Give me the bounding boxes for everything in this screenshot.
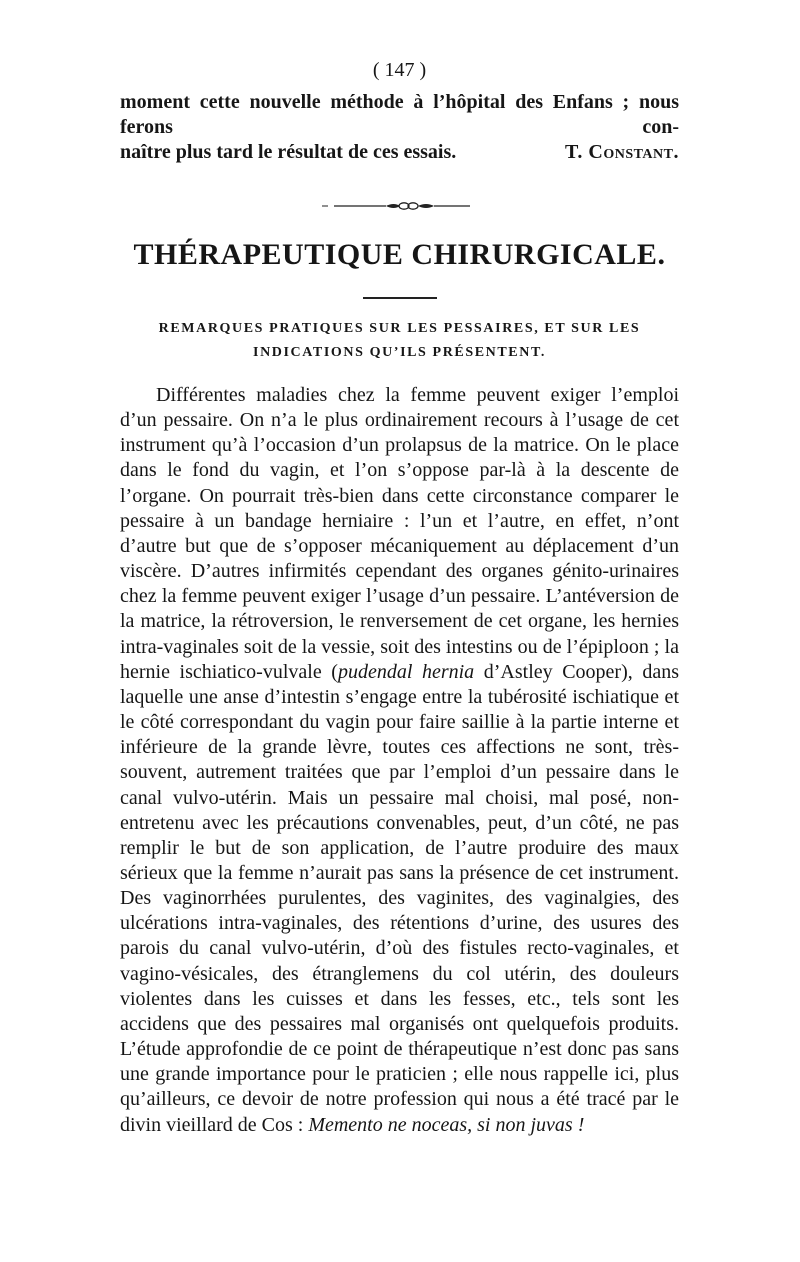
section-title: THÉRAPEUTIQUE CHIRURGICALE. bbox=[133, 238, 666, 271]
title-rule bbox=[363, 297, 437, 299]
page-number: ( 147 ) bbox=[372, 59, 427, 81]
author-signature: T. Constant. bbox=[565, 141, 679, 163]
subtitle-line-1: REMARQUES PRATIQUES SUR LES PESSAIRES, ET SUR LES bbox=[158, 321, 641, 336]
intro-line-1: moment cette nouvelle méthode à l’hôpital des Enfans ; nous ferons con- bbox=[120, 91, 679, 138]
body-italic-pudendal-hernia: pudendal hernia bbox=[337, 660, 475, 683]
body-paragraph bbox=[120, 383, 679, 1138]
intro-last-line bbox=[120, 140, 679, 165]
body-text-part-1: Différentes maladies chez la femme peuvent exiger l’emploi d’un pessaire. On n’a le plus ordinairement recours à l’usage de cet instrument qu’à l’occasion d’un prolapsus de la matrice. On le place dans le fond du vagin, et l’on s’oppose par-là à la descente de l’organe. On pourrait très-bien dans cette circonstance comparer le pessaire à un bandage herniaire : l’un et l’autre, en effet, n’ont d’autre but que de s’opposer mécaniquement au déplacement d’un viscère. D’autres infirmités cependant des organes génito-urinaires chez la femme peuvent exiger l’usage d’un pessaire. L’antéversion de la matrice, la rétroversion, le renversement de cet organe, les hernies intra-vaginales soit de la vessie, soit des intestins ou de l’épiploon ; la hernie ischiatico-vulvale ( bbox=[120, 384, 679, 683]
subtitle-line-2: INDICATIONS QU’ILS PRÉSENTENT. bbox=[253, 345, 546, 360]
body-text-part-2: d’Astley Cooper), dans laquelle une anse d’intestin s’engage entre la tubérosité ischiatique et le côté correspondant du vagin pour faire saillie à la partie interne et inférieure de la grande lèvre, toutes ces affections ne sont, très-souvent, autrement traitées que par l’emploi d’un pessaire dans le canal vulvo-utérin. Mais un pessaire mal choisi, mal posé, non-entretenu avec les précautions convenables, peut, d’un côté, ne pas remplir le but de son application, de l’autre produire des maux sérieux que la femme n’aurait pas sans la présence de cet instrument. Des vaginorrhées purulentes, des vaginites, des vaginalgies, des ulcérations intra-vaginales, des rétentions d’urine, des usures des parois du canal vulvo-utérin, d’où des fistules recto-vaginales, et vagino-vésicales, des étranglemens du col utérin, des douleurs violentes dans les cuisses et dans les fesses, etc., tels sont les accidens que des pessaires mal organisés ont quelquefois produits. L’étude approfondie de ce point de thérapeutique n’est donc pas sans une grande importance pour le praticien ; elle nous rappelle ici, plus qu’ailleurs, ce devoir de notre profession qui nous a été tracé par le divin vieillard de Cos : bbox=[120, 660, 679, 1136]
intro-paragraph bbox=[120, 90, 679, 140]
ornament-divider-icon bbox=[320, 199, 480, 213]
body-italic-memento: Memento ne noceas, si non juvas ! bbox=[308, 1113, 585, 1136]
article-subtitle bbox=[120, 317, 679, 365]
intro-line-2: naître plus tard le résultat de ces essais. bbox=[120, 141, 457, 163]
page bbox=[120, 58, 679, 1158]
